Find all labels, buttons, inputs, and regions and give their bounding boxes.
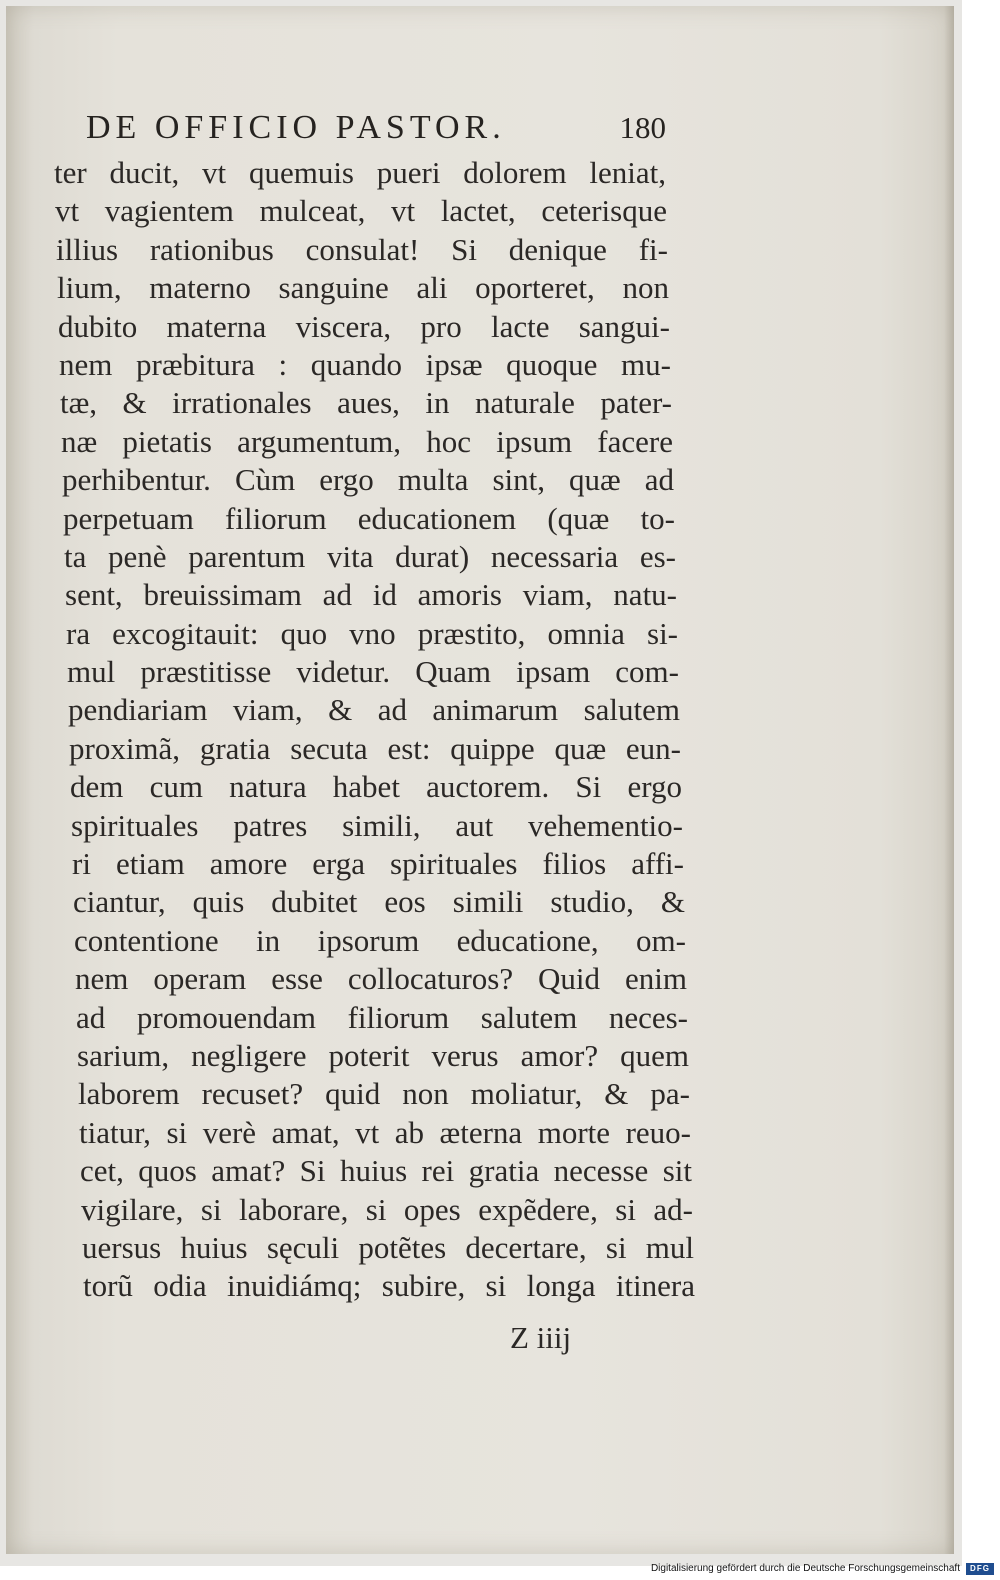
text-line: ad promouendam filiorum salutem neces- [76,999,688,1035]
text-line: illius rationibus consulat! Si denique fi- [56,231,668,267]
text-line: dubito materna viscera, pro lacte sangui- [58,308,670,344]
text-line: ta penè parentum vita durat) necessaria es- [64,538,676,574]
text-line: dem cum natura habet auctorem. Si ergo [70,769,682,805]
text-line: nem præbitura : quando ipsæ quoque mu- [59,346,671,382]
text-line: laborem recuset? quid non moliatur, & pa- [78,1076,690,1112]
text-line: torũ odia inuidiámq; subire, si longa itinera [83,1268,695,1304]
signature-mark: Z iiij [510,1320,572,1355]
text-line: sent, breuissimam ad id amoris viam, natu- [65,577,677,613]
text-line: tiatur, si verè amat, vt ab æterna morte reuo- [79,1114,691,1150]
body-text [54,154,694,1306]
text-line: contentione in ipsorum educatione, om- [74,922,686,958]
book-page [6,6,954,1554]
text-line: mul præstitisse videtur. Quam ipsam com- [67,654,679,690]
page-number: 180 [619,110,666,145]
text-line: ciantur, quis dubitet eos simili studio, & [73,884,685,920]
text-line: proximã, gratia secuta est: quippe quæ eun- [69,730,681,766]
text-line: vigilare, si laborare, si opes expẽdere, si ad- [81,1191,693,1227]
text-line: ter ducit, vt quemuis pueri dolorem leniat, [54,155,666,190]
text-line: spirituales patres simili, aut vehementio- [71,807,683,843]
page-edge-shadow [944,6,954,1554]
text-line: cet, quos amat? Si huius rei gratia necesse sit [80,1153,692,1189]
text-line: sarium, negligere poterit verus amor? quem [77,1037,689,1073]
text-line: vt vagientem mulceat, vt lactet, ceterisque [55,193,667,229]
running-title: DE OFFICIO PASTOR. [86,109,506,146]
text-line: tæ, & irrationales aues, in naturale pater- [60,385,672,421]
text-line: perhibentur. Cùm ergo multa sint, quæ ad [62,462,674,498]
digitization-credit: Digitalisierung gefördert durch die Deutsche Forschungsgemeinschaft [650,1563,960,1574]
text-line: uersus huius sęculi potẽtes decertare, si mul [82,1229,694,1265]
text-line: nem operam esse collocaturos? Quid enim [75,961,687,997]
text-line: ri etiam amore erga spirituales filios affi- [72,846,684,882]
running-head [86,106,666,150]
text-line: perpetuam filiorum educationem (quæ to- [63,500,675,536]
dfg-logo: DFG [966,1563,994,1575]
text-line: ra excogitauit: quo vno præstito, omnia si- [66,615,678,651]
text-line: næ pietatis argumentum, hoc ipsum facere [61,423,673,459]
text-line: lium, materno sanguine ali oporteret, non [57,270,669,306]
text-line: pendiariam viam, & ad animarum salutem [68,692,680,728]
